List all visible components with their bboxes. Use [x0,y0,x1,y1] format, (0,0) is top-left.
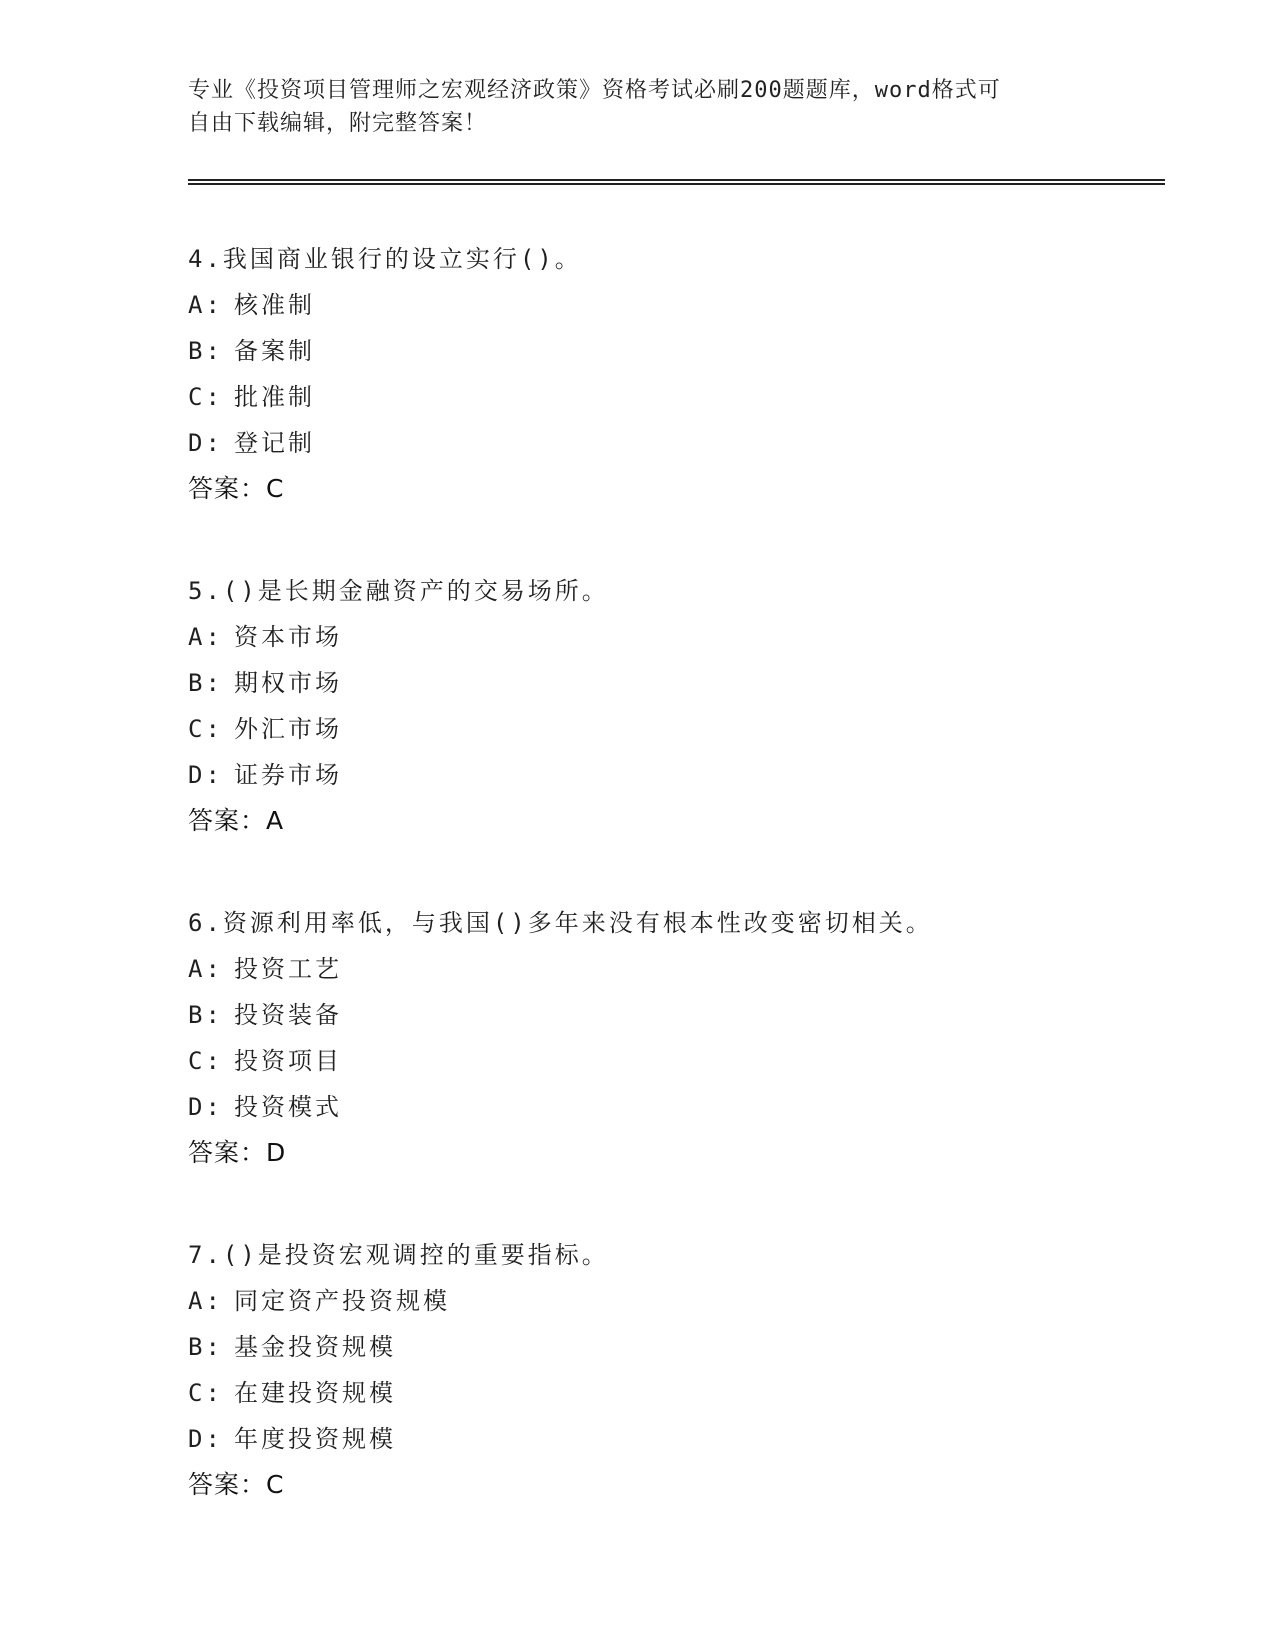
option-d [188,1084,1165,1130]
document-header [188,74,1088,140]
option-a [188,614,1165,660]
option-text: 投资项目 [234,1047,342,1075]
header-line-1: 专业《投资项目管理师之宏观经济政策》资格考试必刷200题题库，word格式可 [188,78,1001,103]
option-text: 核准制 [234,291,315,319]
option-letter: C: [188,383,223,411]
option-b [188,328,1165,374]
option-a [188,946,1165,992]
option-text: 登记制 [234,429,315,457]
option-text: 投资模式 [234,1093,342,1121]
question-list [188,236,1165,1564]
option-text: 批准制 [234,383,315,411]
option-b [188,1324,1165,1370]
question-title: 7.()是投资宏观调控的重要指标。 [188,1241,609,1269]
option-letter: D: [188,1425,223,1453]
question-title: 4.我国商业银行的设立实行()。 [188,245,582,273]
option-letter: B: [188,669,223,697]
option-d [188,420,1165,466]
option-text: 证券市场 [234,761,342,789]
option-letter: D: [188,761,223,789]
option-text: 年度投资规模 [234,1425,396,1453]
option-text: 资本市场 [234,623,342,651]
question-title: 5.()是长期金融资产的交易场所。 [188,577,609,605]
option-text: 基金投资规模 [234,1333,396,1361]
option-letter: B: [188,337,223,365]
option-text: 投资工艺 [234,955,342,983]
question-answer: 答案：C [188,474,285,503]
question-answer: 答案：A [188,806,285,835]
question-title: 6.资源利用率低，与我国()多年来没有根本性改变密切相关。 [188,909,933,937]
question-item [188,900,1165,1176]
option-text: 期权市场 [234,669,342,697]
option-b [188,660,1165,706]
option-text: 在建投资规模 [234,1379,396,1407]
question-answer: 答案：C [188,1470,285,1499]
header-double-rule [188,179,1165,185]
question-item [188,568,1165,844]
option-letter: C: [188,1047,223,1075]
option-b [188,992,1165,1038]
option-d [188,1416,1165,1462]
option-c [188,706,1165,752]
question-answer: 答案：D [188,1138,287,1167]
header-line-2: 自由下载编辑，附完整答案！ [188,111,488,136]
option-letter: A: [188,1287,223,1315]
option-letter: A: [188,955,223,983]
option-text: 投资装备 [234,1001,342,1029]
option-letter: D: [188,1093,223,1121]
option-letter: C: [188,1379,223,1407]
option-c [188,1038,1165,1084]
option-letter: A: [188,291,223,319]
option-text: 同定资产投资规模 [234,1287,450,1315]
question-item [188,236,1165,512]
question-item [188,1232,1165,1508]
option-a [188,282,1165,328]
option-letter: D: [188,429,223,457]
option-text: 备案制 [234,337,315,365]
option-letter: C: [188,715,223,743]
option-text: 外汇市场 [234,715,342,743]
option-c [188,374,1165,420]
option-letter: B: [188,1333,223,1361]
option-letter: A: [188,623,223,651]
option-a [188,1278,1165,1324]
option-c [188,1370,1165,1416]
option-d [188,752,1165,798]
option-letter: B: [188,1001,223,1029]
